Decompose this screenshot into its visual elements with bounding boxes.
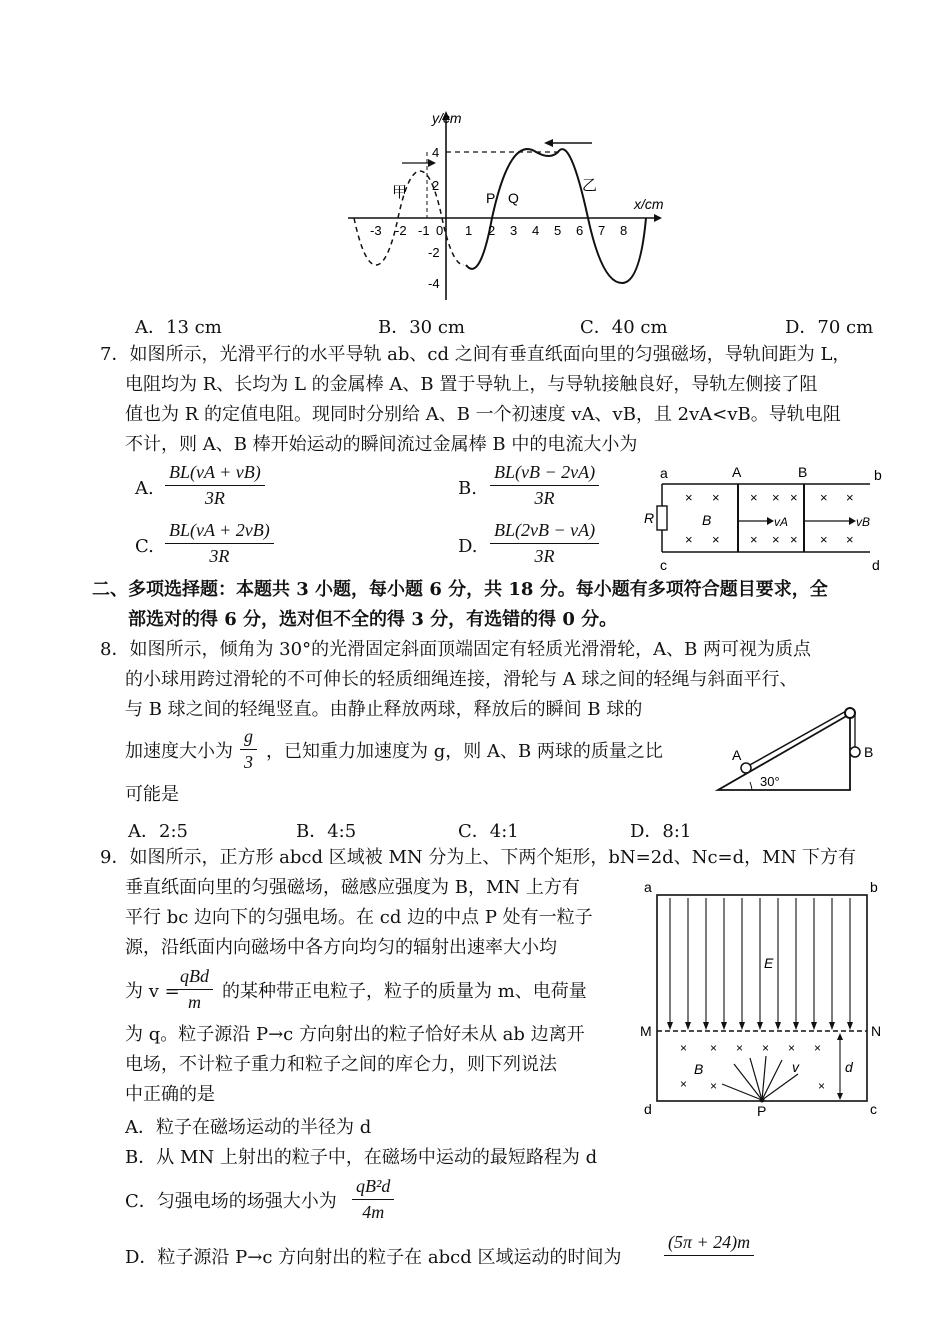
cross-mark: ×: [772, 490, 780, 505]
section-2-header-cont: 部选对的得 6 分，选对但不全的得 3 分，有选错的得 0 分。: [128, 609, 618, 630]
q9-line-7: 电场，不计粒子重力和粒子之间的库仑力，则下列说法: [125, 1054, 557, 1075]
q7-option-c-label: C.: [135, 536, 154, 557]
rail-b: b: [874, 467, 882, 483]
q8-line-4-pre: 加速度大小为: [125, 741, 233, 762]
x-tick: 7: [598, 223, 606, 238]
cross-mark: ×: [820, 490, 828, 505]
x-tick: 8: [620, 223, 628, 238]
q7-line-2: 电阻均为 R、长均为 L 的金属棒 A、B 置于导轨上，与导轨接触良好，导轨左侧接了阻: [125, 374, 818, 395]
q8-line-4-post: ，已知重力加速度为 g，则 A、B 两球的质量之比: [266, 741, 663, 762]
x-tick: 1: [465, 223, 473, 238]
q6-option-b: B．30 cm: [378, 317, 466, 338]
q7-option-d-label: D.: [458, 536, 478, 557]
point-P: P: [757, 1103, 767, 1118]
q8-line-1: 8．如图所示，倾角为 30°的光滑固定斜面顶端固定有轻质光滑滑轮，A、B 两可视为质点: [100, 639, 812, 660]
cross-mark: ×: [710, 1041, 718, 1055]
q8-option-d: D．8:1: [630, 821, 692, 842]
cross-mark: ×: [846, 490, 854, 505]
label-Q: Q: [508, 190, 519, 206]
q8-option-b: B．4:5: [296, 821, 357, 842]
angle-label: 30°: [760, 774, 780, 789]
q6-option-d: D．70 cm: [785, 317, 874, 338]
q8-line-3: 与 B 球之间的轻绳竖直。由静止释放两球，释放后的瞬间 B 球的: [125, 699, 643, 720]
cross-mark: ×: [788, 1041, 796, 1055]
corner-d: d: [644, 1101, 652, 1117]
cross-mark: ×: [818, 1079, 826, 1093]
y-tick: 2: [432, 178, 440, 193]
cross-mark: ×: [712, 532, 720, 547]
cross-mark: ×: [750, 490, 758, 505]
q7-option-b-frac: $\frac{BL(vB - 2vA)}{3R}$: [490, 462, 599, 509]
q8-accel-frac: $\frac{g}{3}$: [240, 726, 257, 773]
field-B: B: [694, 1061, 704, 1077]
point-M: M: [640, 1023, 652, 1039]
q8-option-c: C．4:1: [458, 821, 519, 842]
q7-option-d-frac: $\frac{BL(2vB - vA)}{3R}$: [490, 520, 599, 567]
q9-line-4: 源，沿纸面内向磁场中各方向均匀的辐射出速率大小均: [125, 937, 557, 958]
q9-option-d-frac: (5π + 24)m: [664, 1232, 754, 1256]
rod-A: A: [732, 464, 742, 480]
label-yi: 乙: [582, 177, 598, 194]
x-tick: -2: [395, 223, 407, 238]
resistor-R: R: [644, 510, 655, 526]
cross-mark: ×: [710, 1079, 718, 1093]
q7-option-c-frac: $\frac{BL(vA + 2vB)}{3R}$: [165, 520, 274, 567]
rod-B: B: [798, 464, 808, 480]
q6-option-c: C．40 cm: [580, 317, 668, 338]
q8-line-2: 的小球用跨过滑轮的不可伸长的轻质细绳连接，滑轮与 A 球之间的轻绳与斜面平行、: [125, 669, 798, 690]
cross-mark: ×: [790, 532, 798, 547]
label-jia: 甲: [392, 184, 408, 201]
q9-line-5-pre: 为 v =: [125, 981, 180, 1002]
q8-option-a: A．2:5: [128, 821, 188, 842]
x-tick: 4: [532, 223, 540, 238]
cross-mark: ×: [790, 490, 798, 505]
q7-option-b-label: B.: [458, 478, 477, 499]
y-tick: -4: [428, 276, 440, 291]
cross-mark: ×: [685, 532, 693, 547]
distance-d: d: [845, 1059, 853, 1075]
q7-line-4: 不计，则 A、B 棒开始运动的瞬间流过金属棒 B 中的电流大小为: [125, 434, 638, 455]
cross-mark: ×: [820, 532, 828, 547]
x-tick: 3: [510, 223, 518, 238]
x-tick: -1: [418, 223, 430, 238]
corner-b: b: [870, 879, 878, 895]
q6-option-a: A．13 cm: [135, 317, 222, 338]
field-E: E: [764, 955, 774, 971]
x-tick: 5: [554, 223, 562, 238]
q9-line-2: 垂直纸面向里的匀强磁场，磁感应强度为 B，MN 上方有: [125, 877, 580, 898]
cross-mark: ×: [685, 490, 693, 505]
q9-option-c-frac: $\frac{\text{qB²d}}{4m}$: [352, 1176, 394, 1223]
q9-line-1: 9．如图所示，正方形 abcd 区域被 MN 分为上、下两个矩形，bN=2d、Nc=d，MN 下方有: [100, 847, 857, 868]
cross-mark: ×: [680, 1041, 688, 1055]
rail-c: c: [660, 557, 667, 573]
cross-mark: ×: [772, 532, 780, 547]
q9-field-figure: [640, 878, 890, 1118]
wave-figure: [340, 105, 680, 305]
q7-option-a-frac: $\frac{BL(vA + vB)}{3R}$: [165, 462, 265, 509]
q9-option-b: B．从 MN 上射出的粒子中，在磁场中运动的最短路程为 d: [125, 1147, 598, 1168]
q9-line-5-post: 的某种带正电粒子，粒子的质量为 m、电荷量: [222, 981, 587, 1002]
cross-mark: ×: [814, 1041, 822, 1055]
cross-mark: ×: [750, 532, 758, 547]
rail-d: d: [872, 557, 880, 573]
point-N: N: [871, 1023, 882, 1039]
y-axis-label: y/cm: [432, 110, 462, 126]
x-tick: -3: [370, 223, 382, 238]
cross-mark: ×: [680, 1077, 688, 1091]
field-B: B: [702, 512, 712, 528]
q9-speed-frac: qBd m: [176, 966, 213, 1013]
q7-rail-figure: [640, 462, 890, 574]
rail-a: a: [660, 465, 668, 481]
q8-incline-figure: [712, 700, 892, 796]
cross-mark: ×: [762, 1041, 770, 1055]
x-tick: 2: [488, 223, 496, 238]
section-2-header: 二、多项选择题：本题共 3 小题，每小题 6 分，共 18 分。每小题有多项符合题目要求，全: [92, 579, 828, 600]
q7-line-3: 值也为 R 的定值电阻。现同时分别给 A、B 一个初速度 vA、vB，且 2vA<vB。导轨电阻: [125, 404, 841, 425]
q9-option-c-pre: C．匀强电场的场强大小为: [125, 1191, 337, 1212]
q9-option-d-pre: D．粒子源沿 P→c 方向射出的粒子在 abcd 区域运动的时间为: [125, 1247, 622, 1268]
q9-line-8: 中正确的是: [125, 1084, 215, 1105]
q9-line-3: 平行 bc 边向下的匀强电场。在 cd 边的中点 P 处有一粒子: [125, 907, 593, 928]
vA-label: vA: [774, 515, 789, 529]
corner-a: a: [644, 879, 652, 895]
cross-mark: ×: [712, 490, 720, 505]
velocity-v: v: [792, 1059, 799, 1075]
label-P: P: [486, 190, 496, 206]
q7-option-a-label: A.: [135, 478, 154, 499]
ball-B-label: B: [864, 744, 874, 760]
vB-label: vB: [856, 515, 871, 529]
cross-mark: ×: [846, 532, 854, 547]
corner-c: c: [870, 1101, 877, 1117]
y-tick: 4: [432, 145, 440, 160]
q8-line-5: 可能是: [125, 784, 179, 805]
ball-A-label: A: [732, 747, 742, 763]
q9-line-6: 为 q。粒子源沿 P→c 方向射出的粒子恰好未从 ab 边离开: [125, 1024, 585, 1045]
x-tick: 0: [436, 223, 444, 238]
y-tick: -2: [428, 245, 440, 260]
q9-option-a: A．粒子在磁场运动的半径为 d: [125, 1117, 372, 1138]
cross-mark: ×: [736, 1041, 744, 1055]
q7-line-1: 7．如图所示，光滑平行的水平导轨 ab、cd 之间有垂直纸面向里的匀强磁场，导轨间距为 L，: [100, 344, 851, 365]
x-tick: 6: [576, 223, 584, 238]
x-axis-label: x/cm: [634, 196, 664, 212]
